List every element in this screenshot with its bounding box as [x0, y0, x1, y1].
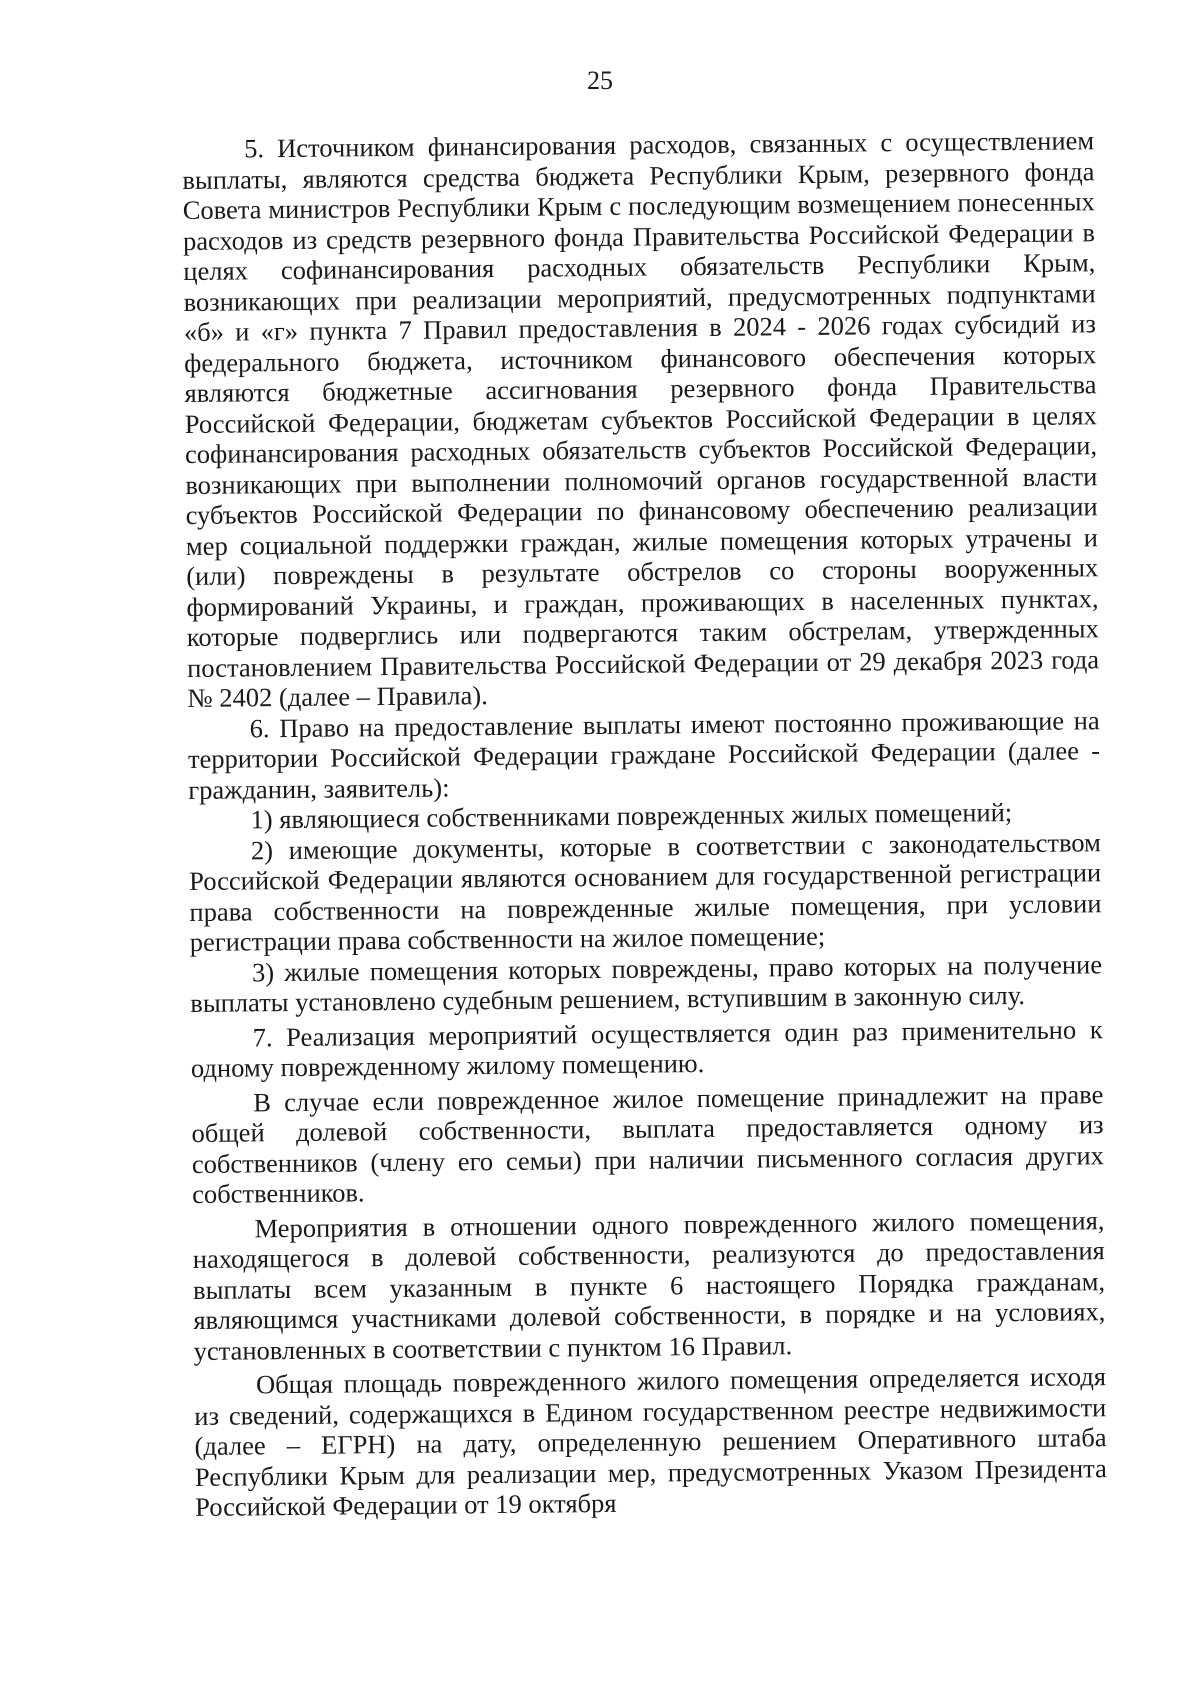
- paragraph-shared-ownership-measures: Мероприятия в отношении одного поврежденного жилого помещения, находящегося в долевой собственности, реализуются до предоставления выплаты всем указанным в пункте 6 настоящего Порядка гражданам, являющимся участниками долевой собственности, в порядке и на условиях, установленных в соответствии с пунктом 16 Правил.: [192, 1204, 1106, 1366]
- paragraph-single-implementation: 7. Реализация мероприятий осуществляется один раз применительно к одному поврежденному жилому помещению.: [190, 1013, 1103, 1083]
- list-item-documents: 2) имеющие документы, которые в соответствии с законодательством Российской Федерации являются основанием для государственной регистрации права собственности на поврежденные жилые помещения, при условии регистрации права собственности на жилое помещение;: [189, 826, 1102, 957]
- paragraph-right-to-payment: 6. Право на предоставление выплаты имеют постоянно проживающие на территории Российской Федерации граждане Российской Федерации (далее - гражданин, заявитель):: [187, 704, 1101, 805]
- list-item-owners: 1) являющиеся собственниками поврежденных жилых помещений;: [250, 797, 1013, 835]
- document-body: [182, 125, 1107, 1522]
- list-item-court-decision: 3) жилые помещения которых повреждены, право которых на получение выплаты установлено судебным решением, вступившим в законную силу.: [190, 948, 1103, 1018]
- paragraph-funding-source: 5. Источником финансирования расходов, связанных с осуществлением выплаты, являются средства бюджета Республики Крым, резервного фонда Совета министров Республики Крым с последующим возмещением понесенных расходов из средств резервного фонда Правительства Российской Федерации в целях софинансирования расходных обязательств Республики Крым, возникающих при реализации мероприятий, предусмотренных подпунктами «б» и «г» пункта 7 Правил предоставления в 2024 - 2026 годах субсидий из федерального бюджета, источником финансового обеспечения которых являются бюджетные ассигнования резервного фонда Правительства Российской Федерации, бюджетам субъектов Российской Федерации в целях софинансирования расходных обязательств субъектов Российской Федерации, возникающих при выполнении полномочий органов государственной власти субъектов Российской Федерации по финансовому обеспечению реализации мер социальной поддержки граждан, жилые помещения которых утрачены и (или) повреждены в результате обстрелов со стороны вооруженных формирований Украины, и граждан, проживающих в населенных пунктах, которые подверглись или подвергаются таким обстрелам, утвержденных постановлением Правительства Российской Федерации от 29 декабря 2023 года № 2402 (далее – Правила).: [182, 125, 1100, 713]
- paragraph-total-area: Общая площадь поврежденного жилого помещения определяется исходя из сведений, содержащихся в Едином государственном реестре недвижимости (далее – ЕГРН) на дату, определенную решением Оперативного штаба Республики Крым для реализации мер, предусмотренных Указом Президента Российской Федерации от 19 октября: [194, 1361, 1107, 1522]
- page-number: 25: [587, 66, 613, 95]
- paragraph-shared-ownership: В случае если поврежденное жилое помещение принадлежит на праве общей долевой собственности, выплата предоставляется одному из собственников (члену его семьи) при наличии письменного согласия других собственников.: [191, 1078, 1104, 1209]
